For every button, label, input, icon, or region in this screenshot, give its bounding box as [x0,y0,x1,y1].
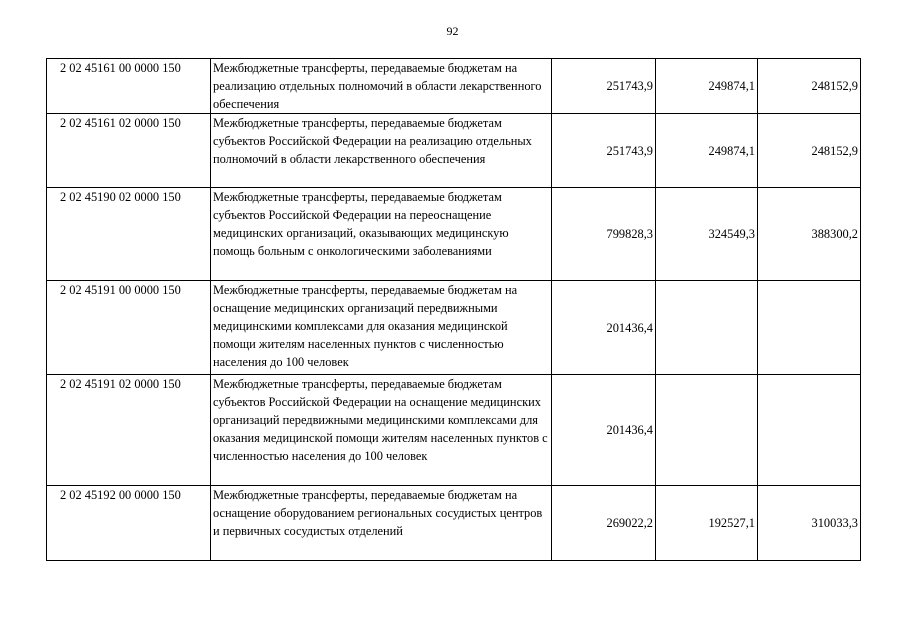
amount-cell-1: 201436,4 [552,281,656,375]
amount-cell-1: 251743,9 [552,59,656,114]
amount-cell-1: 201436,4 [552,375,656,486]
amount-cell-2 [656,281,758,375]
amount-cell-2: 249874,1 [656,114,758,188]
amount-cell-2 [656,375,758,486]
table-row [47,375,861,486]
amount-cell-3: 248152,9 [758,114,861,188]
amount-cell-2: 192527,1 [656,486,758,561]
budget-code-cell: 2 02 45161 00 0000 150 [47,59,211,114]
budget-code-cell: 2 02 45190 02 0000 150 [47,188,211,281]
budget-code-cell: 2 02 45191 00 0000 150 [47,281,211,375]
table-row [47,188,861,281]
amount-cell-3: 388300,2 [758,188,861,281]
amount-cell-1: 251743,9 [552,114,656,188]
budget-code-cell: 2 02 45161 02 0000 150 [47,114,211,188]
amount-cell-3 [758,281,861,375]
page-number: 92 [446,24,459,38]
amount-cell-3: 248152,9 [758,59,861,114]
amount-cell-1: 269022,2 [552,486,656,561]
budget-code-cell: 2 02 45192 00 0000 150 [47,486,211,561]
budget-table [46,58,861,561]
amount-cell-2: 249874,1 [656,59,758,114]
description-cell: Межбюджетные трансферты, передаваемые бюджетам на оснащение оборудованием региональных сосудистых центров и первичных сосудистых отделений [211,486,552,561]
table-row [47,59,861,114]
amount-cell-3 [758,375,861,486]
description-cell: Межбюджетные трансферты, передаваемые бюджетам субъектов Российской Федерации на оснащение медицинских организаций передвижными медицинскими комплексами для оказания медицинской помощи жителям населенных пунктов с численностью населения до 100 человек [211,375,552,486]
table-row [47,486,861,561]
budget-code-cell: 2 02 45191 02 0000 150 [47,375,211,486]
amount-cell-1: 799828,3 [552,188,656,281]
description-cell: Межбюджетные трансферты, передаваемые бюджетам субъектов Российской Федерации на реализацию отдельных полномочий в области лекарственного обеспечения [211,114,552,188]
description-cell: Межбюджетные трансферты, передаваемые бюджетам субъектов Российской Федерации на переоснащение медицинских организаций, оказывающих медицинскую помощь больным с онкологическими заболеваниями [211,188,552,281]
table-row [47,281,861,375]
table-row [47,114,861,188]
description-cell: Межбюджетные трансферты, передаваемые бюджетам на оснащение медицинских организаций передвижными медицинскими комплексами для оказания медицинской помощи жителям населенных пунктов с численностью населения до 100 человек [211,281,552,375]
description-cell: Межбюджетные трансферты, передаваемые бюджетам на реализацию отдельных полномочий в области лекарственного обеспечения [211,59,552,114]
budget-table-body [47,59,861,561]
amount-cell-2: 324549,3 [656,188,758,281]
amount-cell-3: 310033,3 [758,486,861,561]
